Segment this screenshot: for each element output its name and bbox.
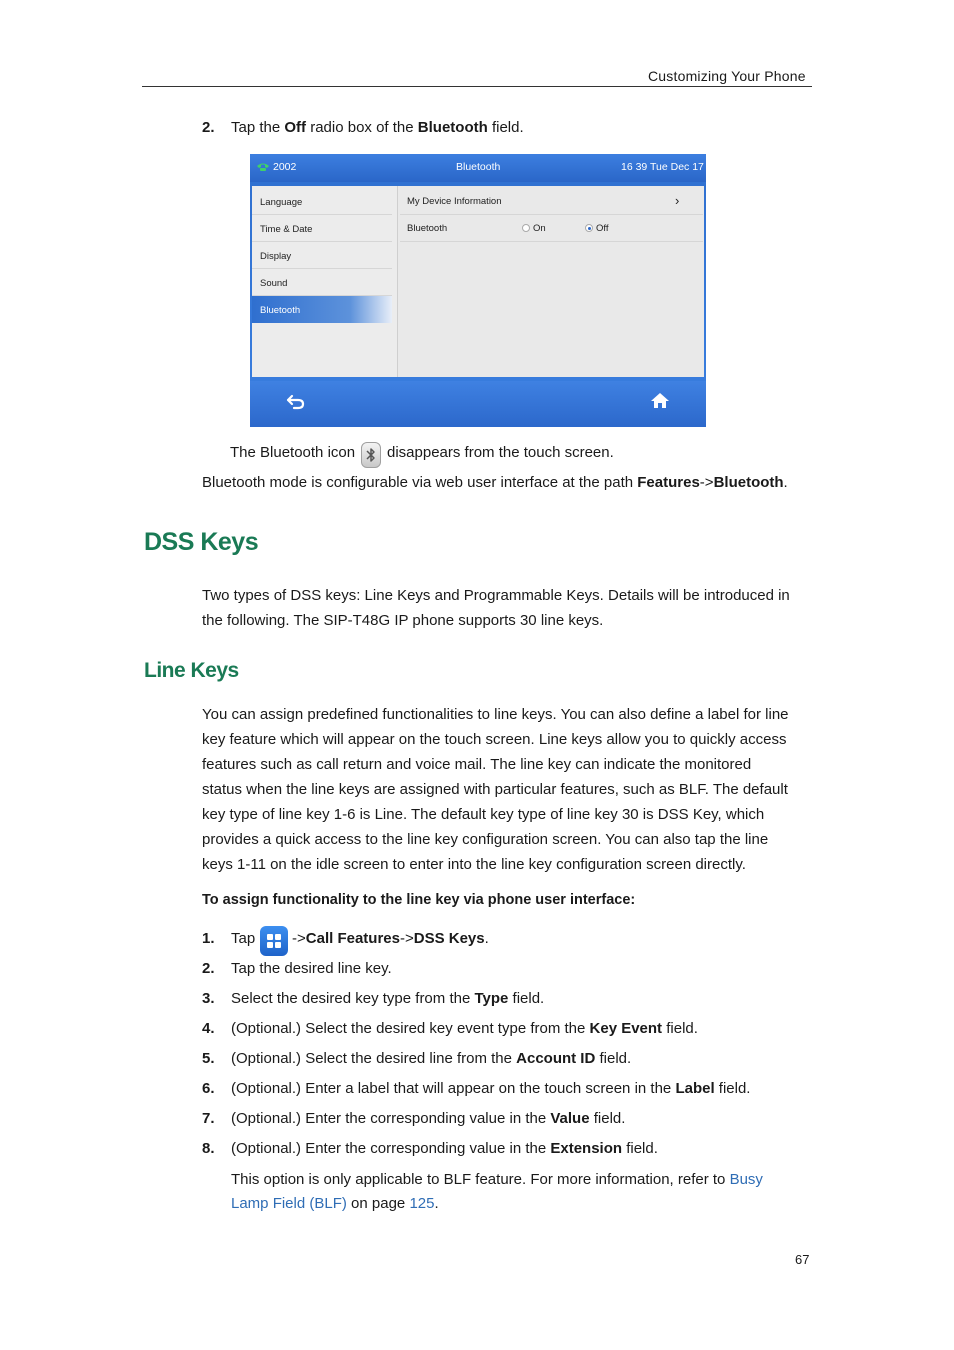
menu-item-sound[interactable]: Sound (252, 269, 392, 296)
device-info-row[interactable]: My Device Information › (400, 188, 703, 215)
page-link[interactable]: 125 (409, 1195, 435, 1212)
bt-icon-note: The Bluetooth icon (230, 444, 356, 461)
bluetooth-on-radio[interactable] (522, 224, 530, 232)
menu-item-language[interactable]: Language (252, 188, 392, 215)
bt-path-note: Bluetooth mode is configurable via web user interface at the path Features->Bluetooth. (202, 474, 788, 491)
section-heading-dss-keys: DSS Keys (144, 528, 259, 556)
phone-screen-title: Bluetooth (456, 161, 501, 173)
step-text: Tap the Off radio box of the Bluetooth field. (231, 119, 524, 136)
bt-icon-note-cont: disappears from the touch screen. (387, 444, 614, 461)
phone-screenshot (250, 154, 706, 427)
home-icon[interactable] (650, 391, 670, 409)
step-1-path: ->Call Features->DSS Keys. (292, 930, 489, 947)
menu-item-bluetooth[interactable]: Bluetooth (252, 296, 392, 323)
phone-content-panel (252, 186, 704, 377)
dss-intro-paragraph: Two types of DSS keys: Line Keys and Programmable Keys. Details will be introduced in the following. The SIP-T48G IP phone supports 30 line keys. (202, 587, 790, 629)
blf-note-line2: Lamp Field (BLF) on page 125. (231, 1195, 439, 1212)
phone-line-label: 2002 (273, 161, 297, 173)
back-icon[interactable] (286, 392, 306, 410)
bluetooth-toggle-row: Bluetooth On Off (400, 215, 703, 242)
phone-status-bar (250, 154, 706, 182)
bluetooth-off-radio[interactable] (585, 224, 593, 232)
phone-icon (256, 162, 270, 172)
step-number: 2. (202, 119, 215, 136)
phone-settings-menu (252, 186, 398, 377)
busy-lamp-field-link[interactable]: Lamp Field (BLF) (231, 1195, 347, 1212)
busy-lamp-field-link[interactable]: Busy (729, 1171, 763, 1188)
page-number: 67 (795, 1252, 810, 1267)
header-rule (142, 86, 812, 87)
menu-item-time-date[interactable]: Time & Date (252, 215, 392, 242)
menu-item-display[interactable]: Display (252, 242, 392, 269)
menu-icon (260, 926, 288, 956)
phone-softkey-bar (250, 381, 706, 427)
running-header: Customizing Your Phone (648, 68, 806, 84)
blf-note-line1: This option is only applicable to BLF feature. For more information, refer to Busy (231, 1171, 763, 1188)
bluetooth-icon (361, 442, 381, 468)
line-keys-paragraph: You can assign predefined functionalities to line keys. You can also define a label for line key feature which will appear on the touch screen. Line keys allow you to quickly access features such as call return and voice mail. The line key can indicate the monitored status when the line keys are assigned with particular features, such as BLF. The default key type of line key 1-6 is Line. The default key type of line key 30 is DSS Key, which provides a quick access to the line key configuration screen. You can also tap the line keys 1-11 on the idle screen to enter into the line key configuration screen directly. (202, 706, 789, 873)
chevron-right-icon: › (675, 193, 680, 208)
phone-datetime: 16 39 Tue Dec 17 (621, 161, 704, 173)
procedure-title: To assign functionality to the line key via phone user interface: (202, 892, 636, 908)
section-heading-line-keys: Line Keys (144, 659, 239, 682)
